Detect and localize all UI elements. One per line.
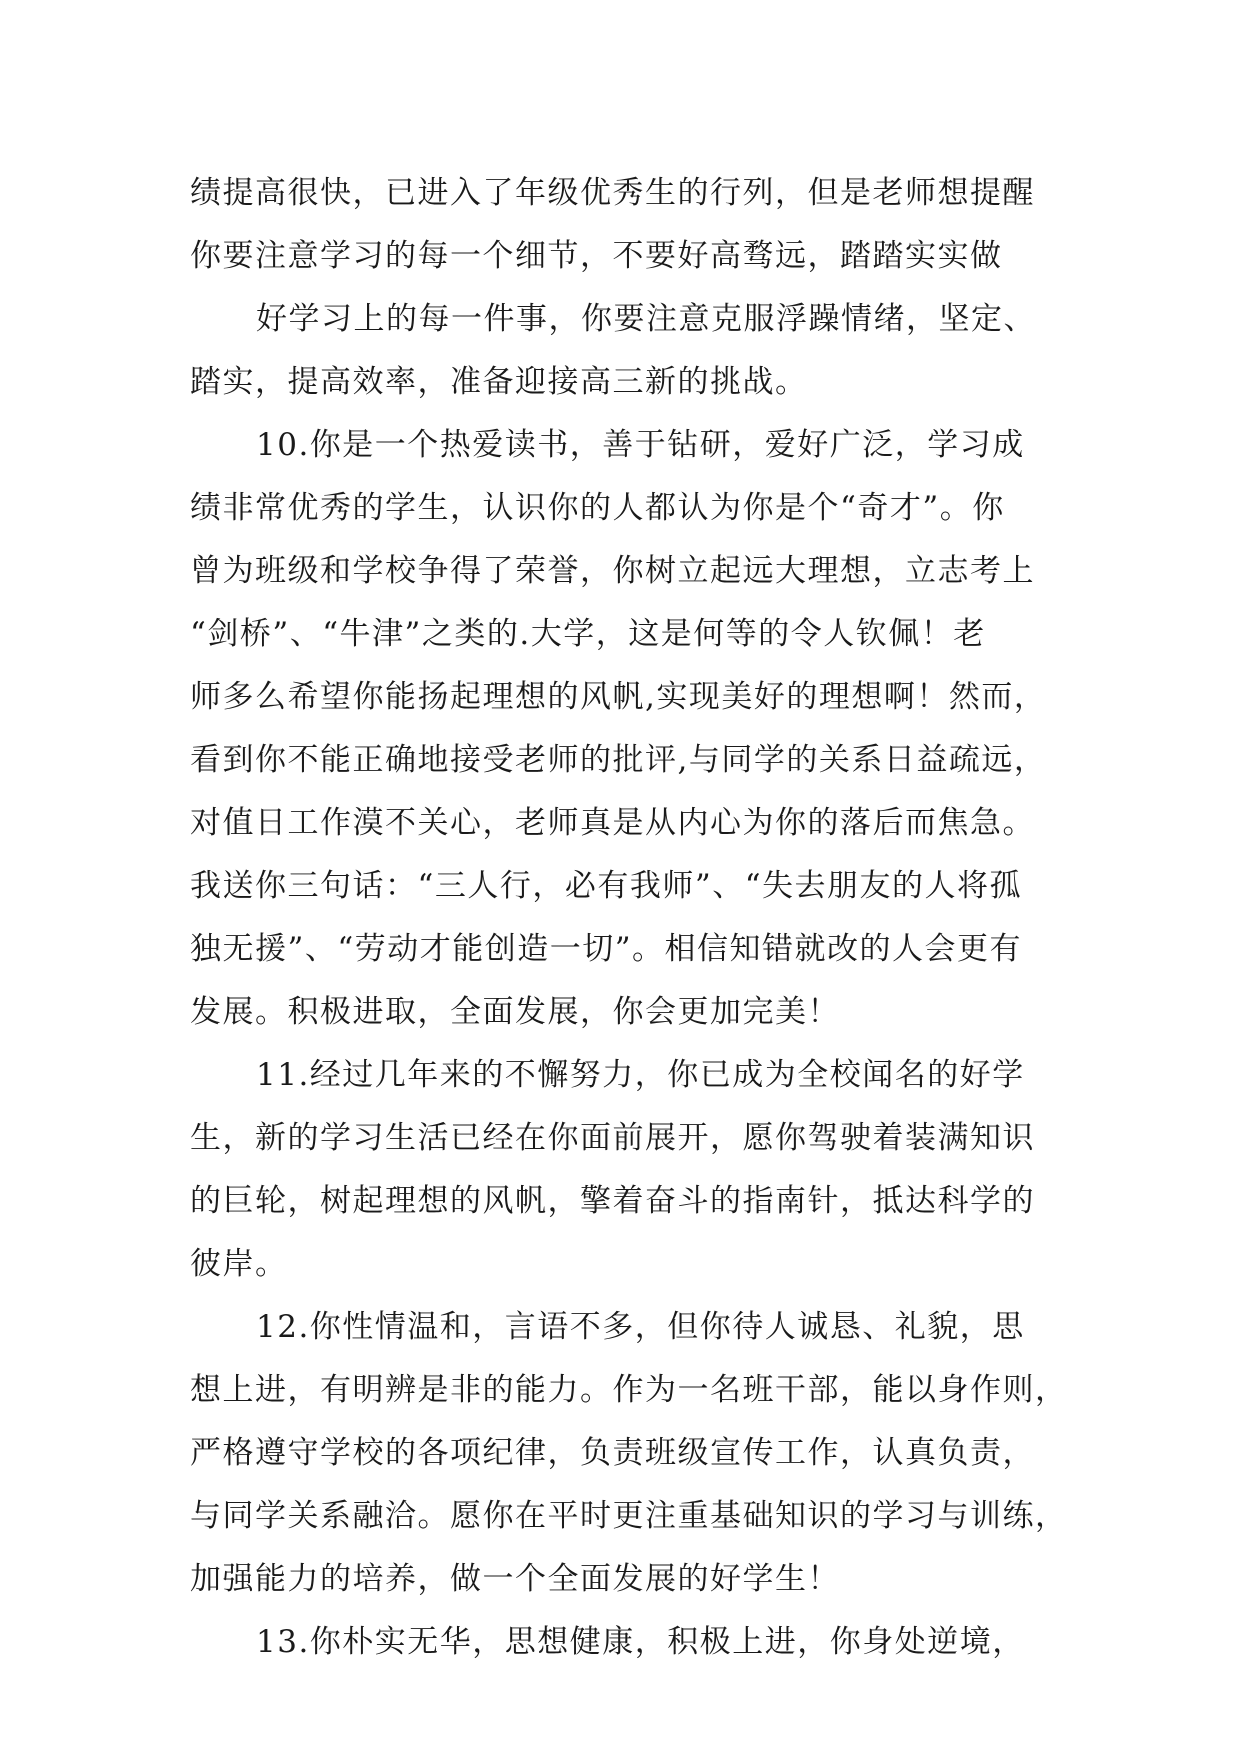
document-body <box>190 162 1070 1674</box>
text-line: 生，新的学习生活已经在你面前展开，愿你驾驶着装满知识 <box>190 1120 1035 1156</box>
text-line: “剑桥”、“牛津”之类的.大学，这是何等的令人钦佩！老 <box>190 616 986 652</box>
text-line: 对值日工作漠不关心，老师真是从内心为你的落后而焦急。 <box>190 805 1035 841</box>
text-line: 师多么希望你能扬起理想的风帆,实现美好的理想啊！然而， <box>190 679 1047 715</box>
text-line: 11.经过几年来的不懈努力，你已成为全校闻名的好学 <box>256 1057 1025 1093</box>
text-line: 想上进，有明辨是非的能力。作为一名班干部，能以身作则， <box>190 1372 1068 1408</box>
text-line: 的巨轮，树起理想的风帆，擎着奋斗的指南针，抵达科学的 <box>190 1183 1035 1219</box>
text-line: 彼岸。 <box>190 1246 288 1282</box>
text-line: 好学习上的每一件事，你要注意克服浮躁情绪，坚定、 <box>256 301 1036 337</box>
text-line: 独无援”、“劳动才能创造一切”。相信知错就改的人会更有 <box>190 931 1023 967</box>
text-line: 发展。积极进取，全面发展，你会更加完美！ <box>190 994 840 1030</box>
text-line: 看到你不能正确地接受老师的批评,与同学的关系日益疏远， <box>190 742 1047 778</box>
text-line: 曾为班级和学校争得了荣誉，你树立起远大理想，立志考上 <box>190 553 1035 589</box>
text-line: 10.你是一个热爱读书，善于钻研，爱好广泛，学习成 <box>256 427 1025 463</box>
text-line: 12.你性情温和，言语不多，但你待人诚恳、礼貌，思 <box>256 1309 1025 1345</box>
text-line: 绩提高很快，已进入了年级优秀生的行列，但是老师想提醒 <box>190 175 1035 211</box>
text-line: 你要注意学习的每一个细节，不要好高骛远，踏踏实实做 <box>190 238 1003 274</box>
text-line: 我送你三句话：“三人行，必有我师”、“失去朋友的人将孤 <box>190 868 1023 904</box>
text-line: 13.你朴实无华，思想健康，积极上进，你身处逆境， <box>256 1624 1025 1660</box>
text-line: 加强能力的培养，做一个全面发展的好学生！ <box>190 1561 840 1597</box>
text-line: 严格遵守学校的各项纪律，负责班级宣传工作，认真负责， <box>190 1435 1035 1471</box>
text-line: 绩非常优秀的学生，认识你的人都认为你是个“奇才”。你 <box>190 490 1005 526</box>
text-line: 踏实，提高效率，准备迎接高三新的挑战。 <box>190 364 808 400</box>
text-line: 与同学关系融洽。愿你在平时更注重基础知识的学习与训练， <box>190 1498 1068 1534</box>
